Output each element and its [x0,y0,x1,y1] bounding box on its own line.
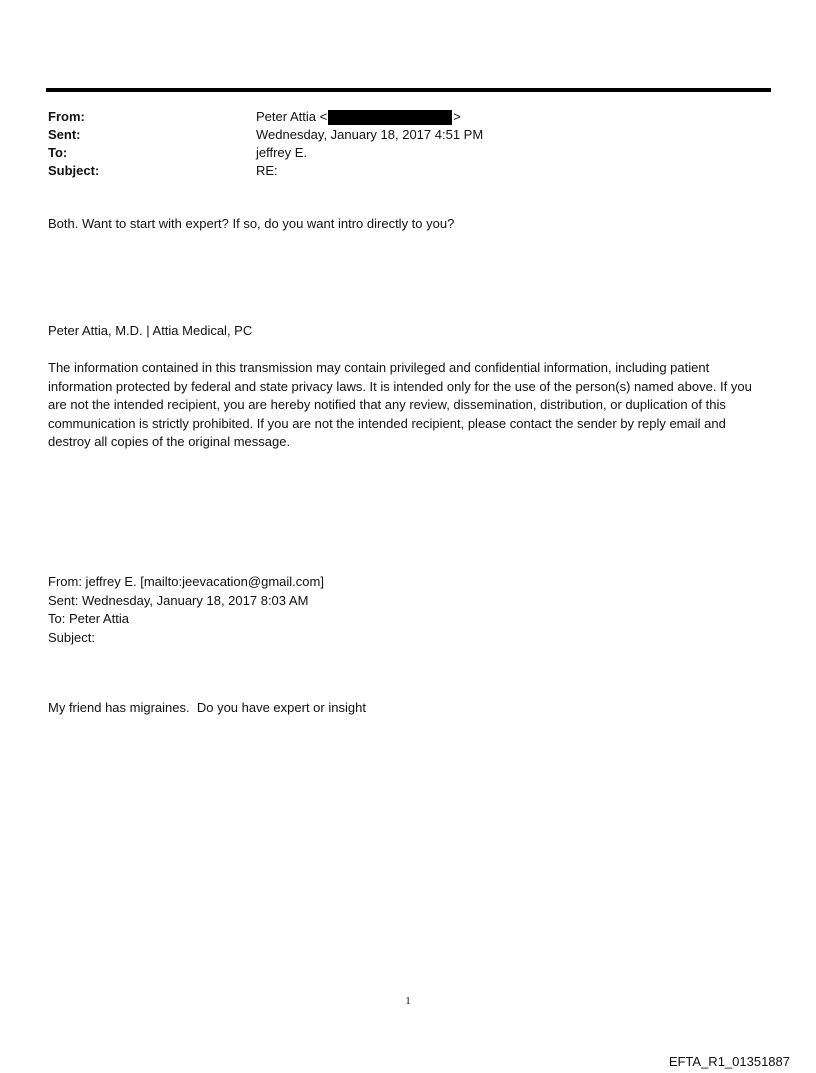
confidentiality-disclaimer: The information contained in this transmission may contain privileged and confidential information, including patient information protected by federal and state privacy laws. It is intended only for the use of the person(s) named above. If you are not the intended recipient, you are hereby notified that any review, dissemination, distribution, or duplication of this communication is strictly prohibited. If you are not the intended recipient, please contact the sender by reply email and destroy all copies of the original message. [48,360,752,449]
sent-row [48,126,768,144]
document-id: EFTA_R1_01351887 [668,1054,790,1069]
from-row [48,108,768,126]
to-row [48,144,768,162]
from-close: > [453,109,461,124]
to-label: To: [48,145,68,160]
sent-label: Sent: [48,127,81,142]
signature: Peter Attia, M.D. | Attia Medical, PC [48,323,253,338]
quoted-from-line: From: jeffrey E. [mailto:jeevacation@gmail.com] [48,574,324,589]
from-value [256,108,768,126]
header-divider [46,88,771,92]
page-number: 1 [405,995,411,1007]
quoted-email-header [48,573,772,647]
redaction-box [328,110,452,125]
quoted-to-line: To: Peter Attia [48,611,129,626]
from-label: From: [48,109,85,124]
subject-value: RE: [256,163,278,178]
quoted-sent-line: Sent: Wednesday, January 18, 2017 8:03 AM [48,592,309,608]
sent-value: Wednesday, January 18, 2017 4:51 PM [256,127,484,142]
from-name: Peter Attia < [256,109,328,124]
quoted-message: My friend has migraines. Do you have expert or insight [48,700,366,715]
reply-text: Both. Want to start with expert? If so, do you want intro directly to you? [48,216,455,231]
subject-row [48,162,768,180]
email-header [48,108,768,180]
subject-label: Subject: [48,163,100,178]
quoted-subject-line: Subject: [48,629,95,645]
to-value: jeffrey E. [256,145,308,160]
